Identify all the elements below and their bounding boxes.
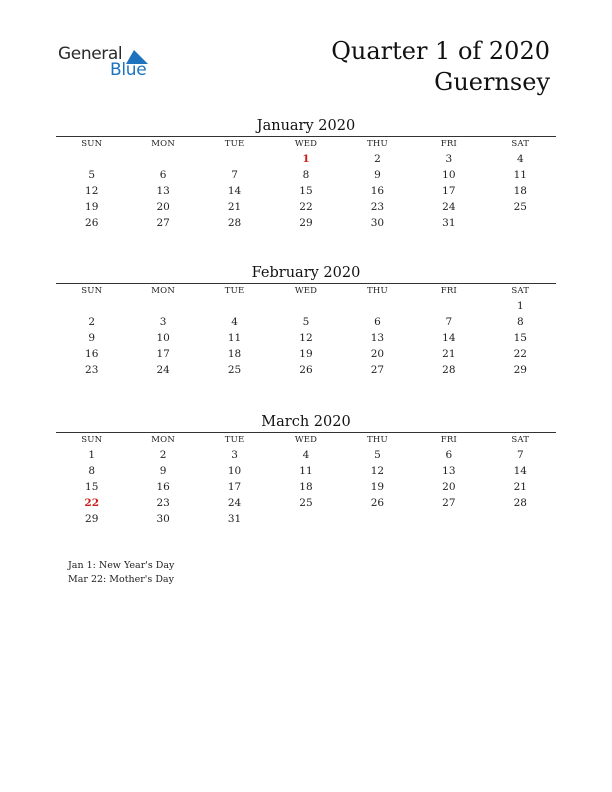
weekday-label: FRI bbox=[440, 435, 457, 445]
day-cell: 11 bbox=[513, 169, 527, 181]
day-cell: 29 bbox=[85, 513, 99, 525]
day-cell: 30 bbox=[156, 513, 170, 525]
day-cell: 20 bbox=[156, 201, 170, 213]
day-cell: 9 bbox=[374, 169, 381, 181]
day-cell: 16 bbox=[85, 348, 99, 360]
day-cell: 17 bbox=[227, 481, 242, 493]
day-cell: 22 bbox=[299, 201, 313, 213]
month-title: February 2020 bbox=[251, 265, 361, 281]
weekday-label: SUN bbox=[81, 435, 103, 445]
day-cell: 2 bbox=[374, 153, 381, 165]
day-cell: 24 bbox=[227, 497, 242, 509]
day-cell: 18 bbox=[227, 348, 242, 360]
weekday-label: MON bbox=[151, 435, 175, 445]
day-cell: 26 bbox=[85, 217, 99, 229]
weekday-label: SAT bbox=[511, 139, 530, 149]
day-cell: 29 bbox=[299, 217, 313, 229]
day-cell: 6 bbox=[374, 316, 381, 328]
day-cell: 3 bbox=[445, 153, 453, 165]
day-cell: 25 bbox=[227, 364, 242, 376]
general-blue-logo bbox=[58, 44, 158, 84]
day-cell: 29 bbox=[513, 364, 527, 376]
day-cell: 4 bbox=[302, 449, 310, 461]
day-cell: 25 bbox=[513, 201, 527, 213]
day-cell: 9 bbox=[159, 465, 167, 477]
day-cell: 27 bbox=[442, 497, 456, 509]
holiday-note: Mar 22: Mother's Day bbox=[68, 574, 174, 585]
day-cell: 10 bbox=[227, 465, 242, 477]
empty-day-cell bbox=[413, 298, 484, 314]
day-cell: 26 bbox=[370, 497, 385, 509]
empty-day-cell bbox=[270, 298, 341, 314]
day-cell: 31 bbox=[442, 217, 456, 229]
weekday-label: WED bbox=[294, 139, 318, 149]
day-grid bbox=[56, 447, 556, 527]
page-title bbox=[331, 36, 550, 98]
day-cell: 8 bbox=[302, 169, 310, 181]
month-march bbox=[56, 413, 556, 527]
day-cell: 21 bbox=[227, 201, 242, 213]
day-cell: 13 bbox=[442, 465, 456, 477]
day-cell: 22 bbox=[513, 348, 527, 360]
weekday-header bbox=[56, 137, 556, 151]
day-cell: 12 bbox=[299, 332, 313, 344]
day-cell: 28 bbox=[513, 497, 527, 509]
day-cell: 11 bbox=[227, 332, 242, 344]
day-cell: 4 bbox=[231, 316, 238, 328]
day-cell: 14 bbox=[442, 332, 456, 344]
weekday-label: TUE bbox=[224, 435, 245, 445]
day-cell: 12 bbox=[370, 465, 385, 477]
day-grid bbox=[56, 298, 556, 378]
empty-day-cell bbox=[56, 151, 127, 167]
day-cell: 31 bbox=[227, 513, 242, 525]
day-cell: 16 bbox=[370, 185, 385, 197]
day-cell: 2 bbox=[88, 316, 96, 328]
day-cell: 5 bbox=[302, 316, 310, 328]
day-cell: 18 bbox=[299, 481, 313, 493]
logo-text-general: General bbox=[58, 44, 123, 64]
holiday-day-cell: 1 bbox=[302, 153, 310, 165]
weekday-label: THU bbox=[366, 139, 388, 149]
day-cell: 24 bbox=[156, 364, 170, 376]
day-cell: 26 bbox=[299, 364, 313, 376]
day-cell: 3 bbox=[159, 316, 167, 328]
day-cell: 21 bbox=[442, 348, 456, 360]
weekday-label: FRI bbox=[440, 286, 457, 296]
day-cell: 28 bbox=[227, 217, 242, 229]
day-cell: 19 bbox=[370, 481, 385, 493]
day-cell: 4 bbox=[516, 153, 524, 165]
day-cell: 13 bbox=[370, 332, 385, 344]
empty-day-cell bbox=[199, 298, 270, 314]
empty-day-cell bbox=[199, 151, 270, 167]
day-cell: 19 bbox=[85, 201, 99, 213]
holiday-note: Jan 1: New Year's Day bbox=[68, 560, 175, 571]
day-cell: 9 bbox=[88, 332, 96, 344]
country-title: Guernsey bbox=[434, 68, 550, 96]
day-cell: 5 bbox=[374, 449, 381, 461]
day-cell: 7 bbox=[231, 169, 238, 181]
day-cell: 10 bbox=[156, 332, 170, 344]
weekday-label: THU bbox=[366, 435, 388, 445]
day-cell: 28 bbox=[442, 364, 456, 376]
day-cell: 23 bbox=[156, 497, 170, 509]
weekday-label: THU bbox=[366, 286, 388, 296]
day-cell: 17 bbox=[156, 348, 170, 360]
day-cell: 15 bbox=[85, 481, 99, 493]
day-cell: 1 bbox=[88, 449, 96, 461]
day-cell: 21 bbox=[513, 481, 527, 493]
empty-day-cell bbox=[56, 298, 127, 314]
weekday-header bbox=[56, 284, 556, 298]
weekday-label: SUN bbox=[81, 139, 103, 149]
weekday-label: MON bbox=[151, 139, 175, 149]
holiday-notes bbox=[68, 559, 174, 587]
day-cell: 8 bbox=[88, 465, 96, 477]
day-cell: 24 bbox=[442, 201, 456, 213]
day-cell: 6 bbox=[159, 169, 167, 181]
day-cell: 23 bbox=[85, 364, 99, 376]
empty-day-cell bbox=[342, 298, 413, 314]
day-cell: 20 bbox=[442, 481, 456, 493]
month-january bbox=[56, 117, 556, 231]
day-cell: 15 bbox=[513, 332, 527, 344]
day-cell: 10 bbox=[442, 169, 456, 181]
day-cell: 1 bbox=[516, 300, 524, 312]
weekday-label: WED bbox=[294, 435, 318, 445]
day-cell: 17 bbox=[442, 185, 456, 197]
day-cell: 15 bbox=[299, 185, 313, 197]
day-cell: 27 bbox=[156, 217, 170, 229]
weekday-label: MON bbox=[151, 286, 175, 296]
day-cell: 7 bbox=[445, 316, 453, 328]
month-title: January 2020 bbox=[256, 118, 356, 134]
day-cell: 6 bbox=[445, 449, 453, 461]
weekday-label: SAT bbox=[511, 435, 530, 445]
weekday-label: SUN bbox=[81, 286, 103, 296]
day-cell: 11 bbox=[299, 465, 313, 477]
day-cell: 13 bbox=[156, 185, 170, 197]
weekday-label: SAT bbox=[511, 286, 530, 296]
weekday-label: WED bbox=[294, 286, 318, 296]
weekday-label: TUE bbox=[224, 139, 245, 149]
day-cell: 16 bbox=[156, 481, 170, 493]
day-cell: 14 bbox=[227, 185, 242, 197]
day-cell: 14 bbox=[513, 465, 527, 477]
day-cell: 12 bbox=[85, 185, 99, 197]
day-cell: 3 bbox=[231, 449, 238, 461]
day-cell: 7 bbox=[516, 449, 524, 461]
month-title: March 2020 bbox=[261, 414, 351, 430]
day-cell: 8 bbox=[516, 316, 524, 328]
day-cell: 19 bbox=[299, 348, 313, 360]
day-cell: 5 bbox=[88, 169, 96, 181]
holiday-day-cell: 22 bbox=[84, 497, 100, 509]
day-cell: 27 bbox=[370, 364, 385, 376]
empty-day-cell bbox=[127, 151, 198, 167]
empty-day-cell bbox=[127, 298, 198, 314]
day-grid bbox=[56, 151, 556, 231]
day-cell: 30 bbox=[370, 217, 385, 229]
day-cell: 20 bbox=[370, 348, 385, 360]
day-cell: 18 bbox=[513, 185, 527, 197]
month-february bbox=[56, 264, 556, 378]
logo-text-blue: Blue bbox=[110, 60, 147, 80]
day-cell: 2 bbox=[159, 449, 167, 461]
quarter-title: Quarter 1 of 2020 bbox=[331, 37, 550, 65]
weekday-label: TUE bbox=[224, 286, 245, 296]
day-cell: 25 bbox=[299, 497, 313, 509]
day-cell: 23 bbox=[370, 201, 385, 213]
weekday-label: FRI bbox=[440, 139, 457, 149]
weekday-header bbox=[56, 433, 556, 447]
